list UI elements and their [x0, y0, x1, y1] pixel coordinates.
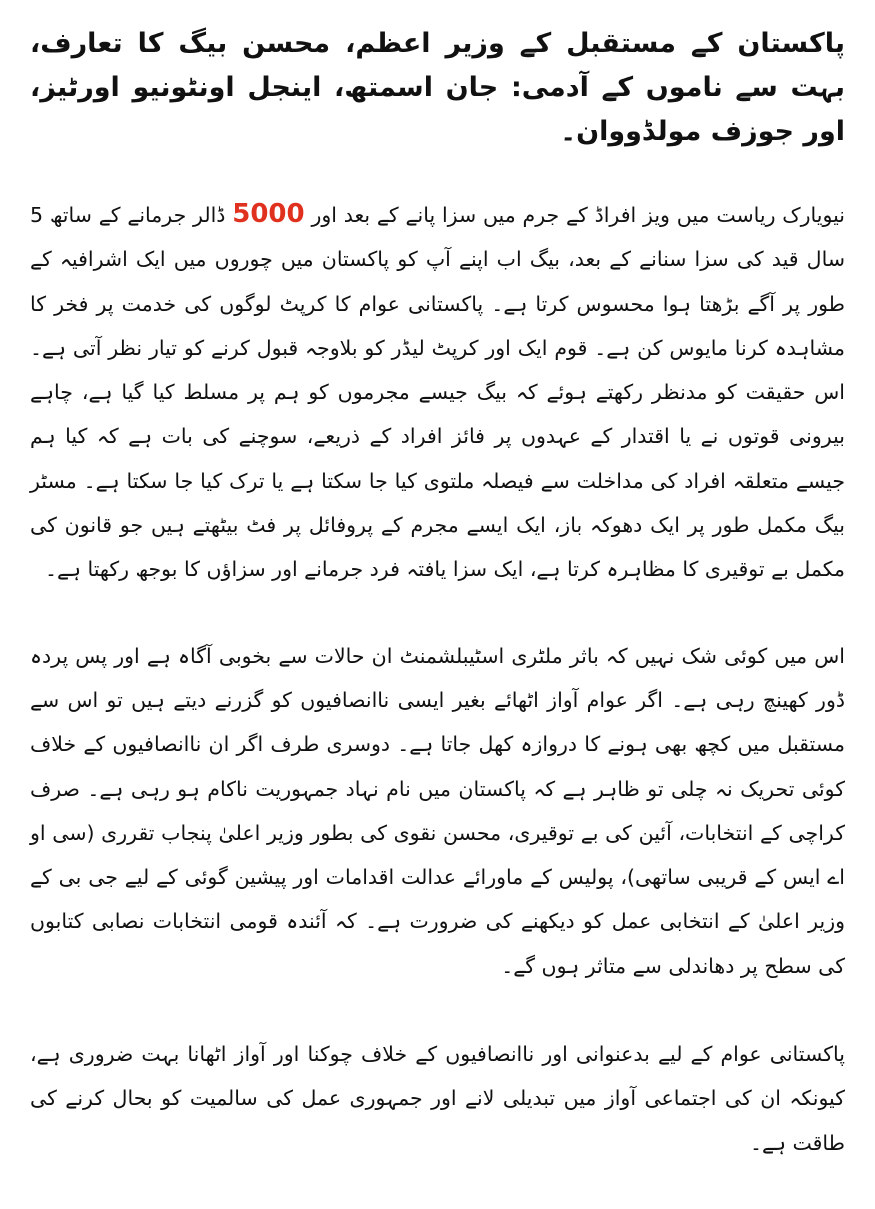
- highlighted-amount: 5000: [232, 199, 305, 229]
- paragraph-3: پاکستانی عوام کے لیے بدعنوانی اور ناانصافیوں کے خلاف چوکنا اور آواز اٹھانا بہت ضروری ہے، کیونکہ ان کی اجتماعی آواز میں تبدیلی لانے اور جمہوری عمل کی سالمیت کو بحال کرنے کی طاقت ہے۔: [30, 1042, 845, 1155]
- paragraph-2: اس میں کوئی شک نہیں کہ باثر ملٹری اسٹیبلشمنٹ ان حالات سے بخوبی آگاہ ہے اور پس پردہ ڈور کھینچ رہی ہے۔ اگر عوام آواز اٹھائے بغیر ایسی ناانصافیوں کو گزرنے دیتے ہیں تو اس سے مستقبل میں کچھ بھی ہونے کا دروازہ کھل جاتا ہے۔ دوسری طرف اگر ان ناانصافیوں کے خلاف کوئی تحریک نہ چلی تو ظاہر ہے کہ پاکستان میں نام نہاد جمہوریت ناکام ہو رہی ہے۔ صرف کراچی کے انتخابات، آئین کی بے توقیری، محسن نقوی کی بطور وزیر اعلیٰ پنجاب تقرری (سی او اے ایس کے قریبی ساتھی)، پولیس کے ماورائے عدالت اقدامات اور پیشین گوئی کے لیے جی بی کے وزیر اعلیٰ کے انتخابی عمل کو دیکھنے کی ضرورت ہے۔ کہ آئندہ قومی انتخابات نصابی کتابوں کی سطح پر دھاندلی سے متاثر ہوں گے۔: [30, 643, 845, 978]
- paragraph-1-start: نیویارک ریاست میں ویز افراڈ کے جرم میں سزا پانے کے بعد اور: [311, 203, 845, 227]
- article: [30, 22, 845, 1209]
- paragraph-1-rest: ڈالر جرمانے کے ساتھ 5 سال قید کی سزا سنانے کے بعد، بیگ اب اپنے آپ کو پاکستان میں چوروں میں ایک اشرافیہ کے طور پر آگے بڑھتا ہوا محسوس کرتا ہے۔ پاکستانی عوام کا کرپٹ لوگوں کی خدمت پر فخر کا مشاہدہ کرنا مایوس کن ہے۔ قوم ایک اور کرپٹ لیڈر کو بلاوجہ قبول کرنے کو تیار نظر آتی ہے۔ اس حقیقت کو مدنظر رکھتے ہوئے کہ بیگ جیسے مجرموں کو ہم پر مسلط کیا گیا ہے، چاہے بیرونی قوتوں نے یا اقتدار کے عہدوں پر فائز افراد کے ذریعے، سوچنے کی بات ہے کہ کیا ہم جیسے متعلقہ افراد کی مداخلت سے فیصلہ ملتوی کیا جا سکتا ہے یا ترک کیا جا سکتا ہے۔ مسٹر بیگ مکمل طور پر ایک دھوکہ باز، ایک ایسے مجرم کے پروفائل پر فٹ بیٹھتے ہیں جو قانون کی مکمل بے توقیری کا مظاہرہ کرتا ہے، ایک سزا یافتہ فرد جرمانے اور سزاؤں کا بوجھ رکھتا ہے۔: [30, 203, 845, 582]
- paragraph-1: [30, 192, 845, 592]
- article-title: پاکستان کے مستقبل کے وزیر اعظم، محسن بیگ کا تعارف، بہت سے ناموں کے آدمی: جان اسمتھ، اینجل اونٹونیو اورٹیز، اور جوزف مولڈووان۔: [30, 28, 845, 147]
